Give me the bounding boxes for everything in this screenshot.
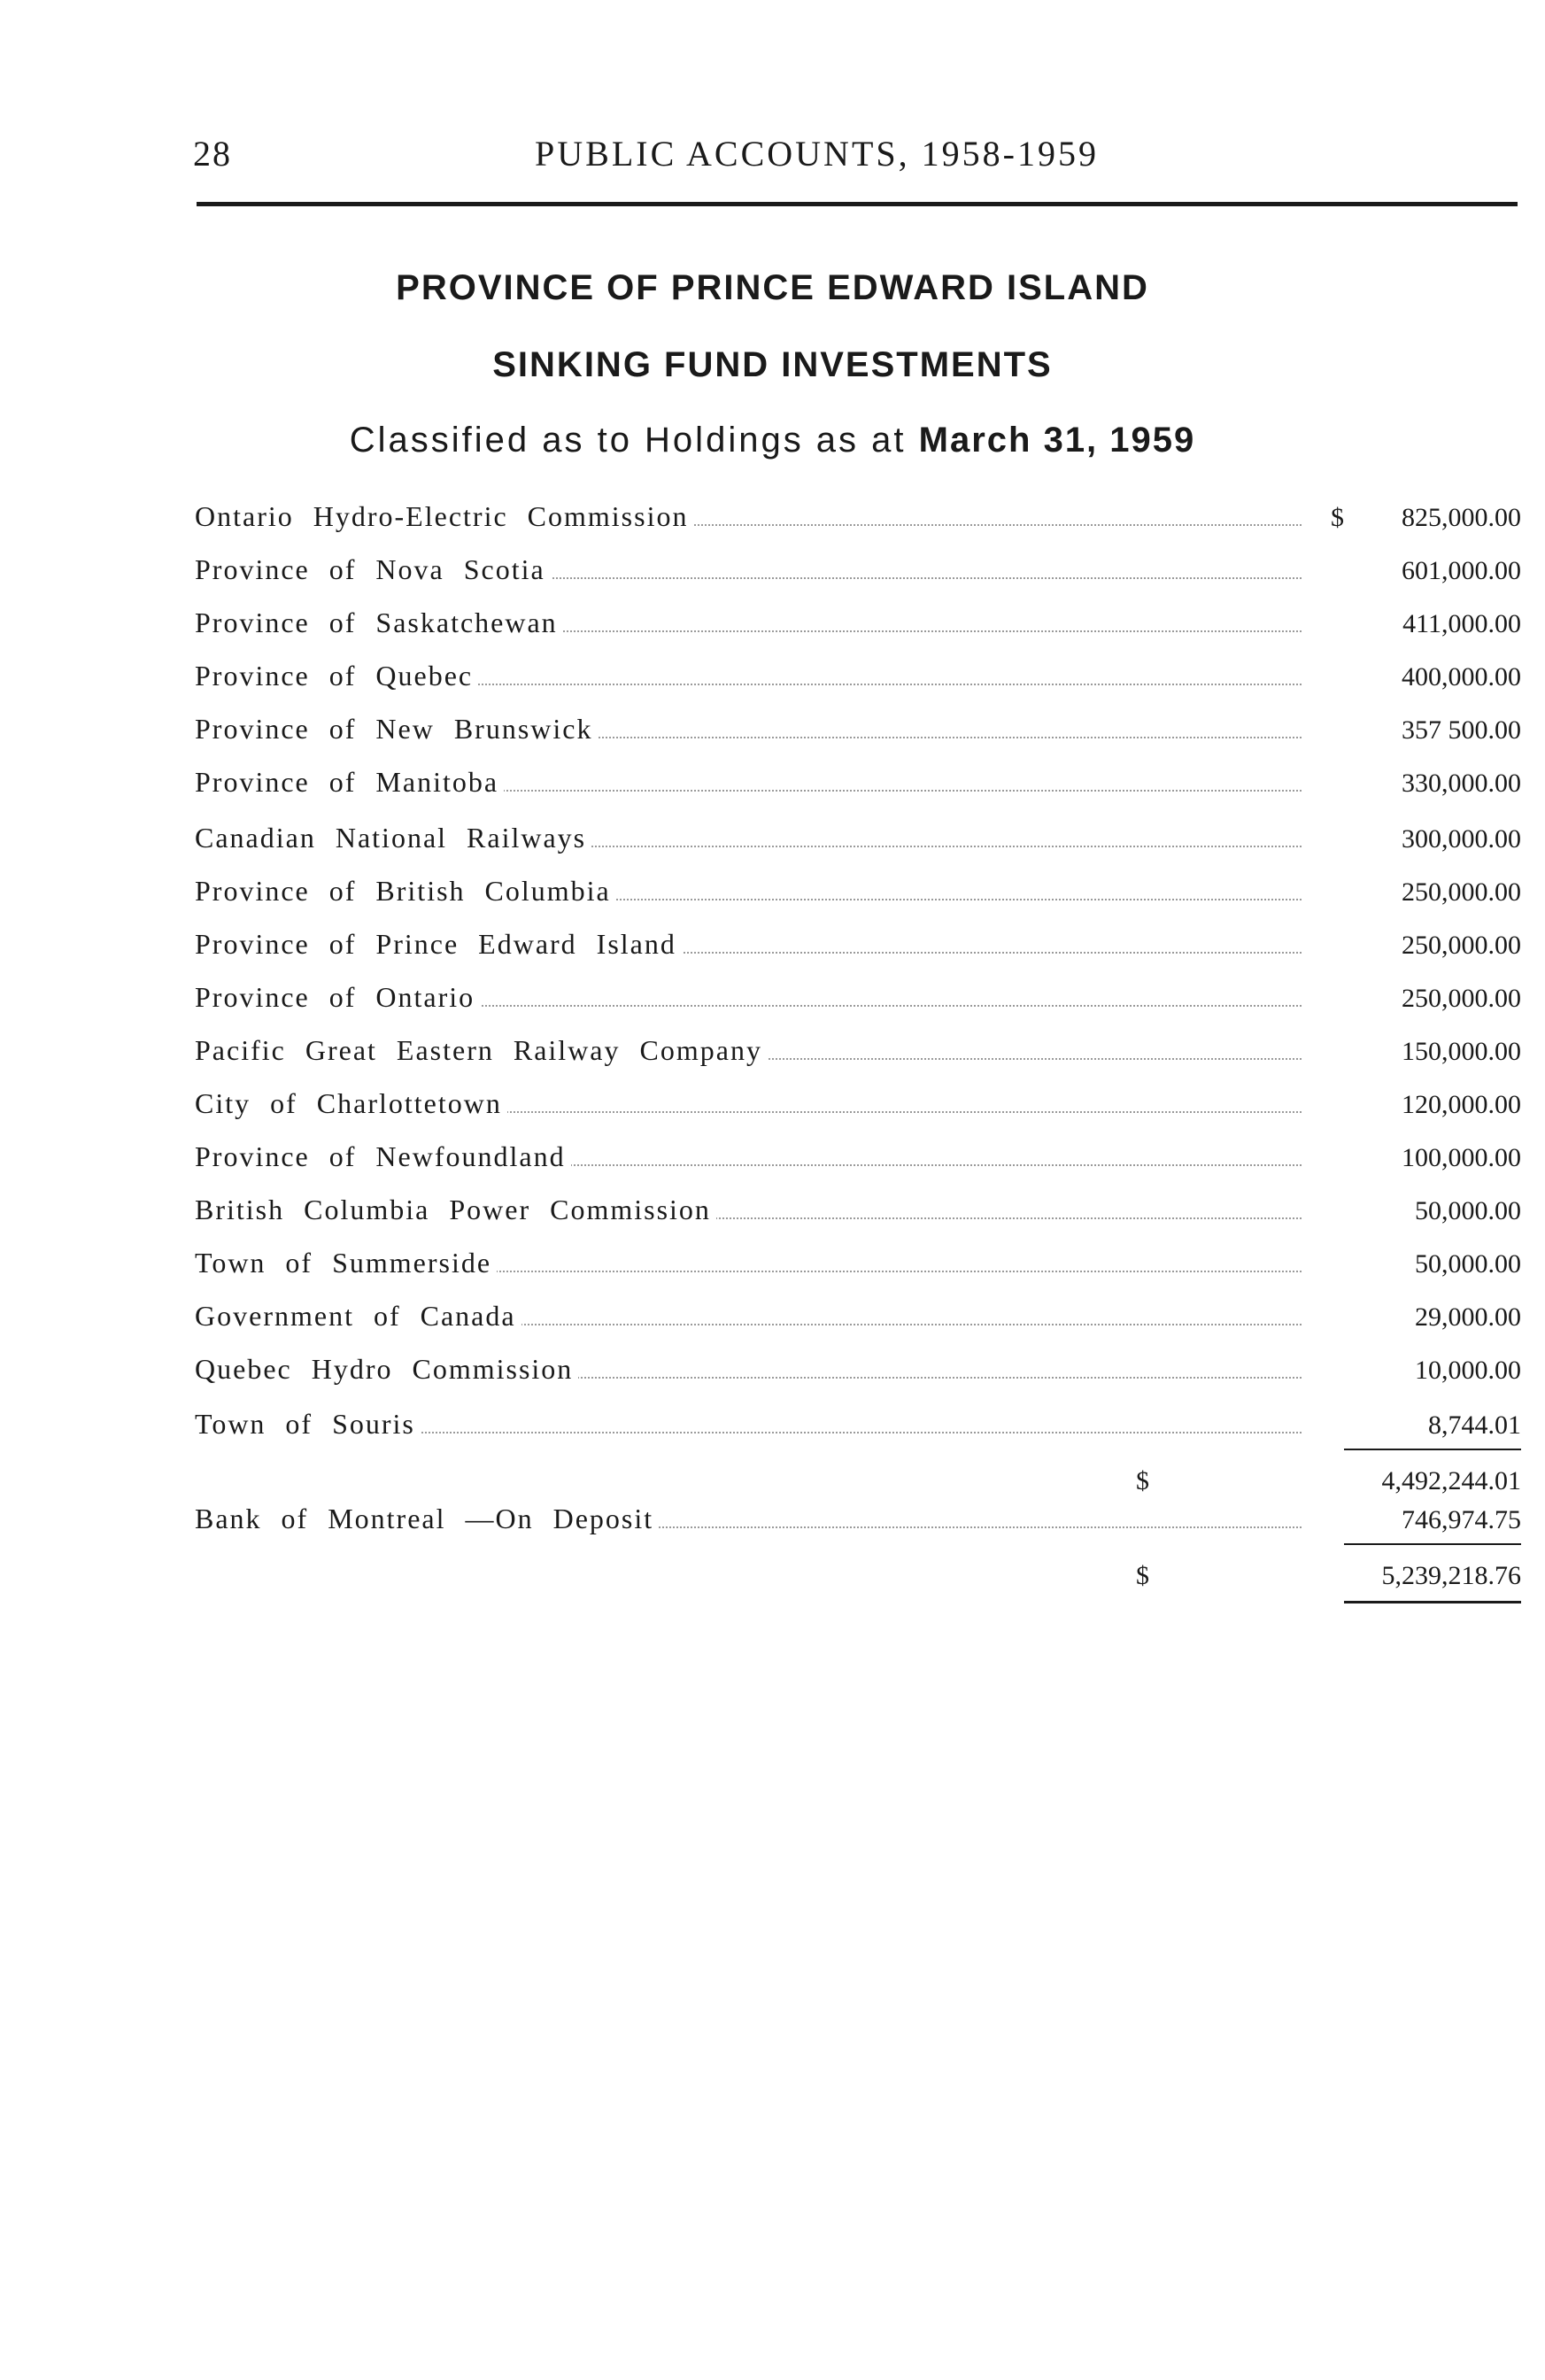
page-number: 28 (193, 134, 232, 174)
deposit-name: Bank of Montreal —On Deposit (195, 1503, 659, 1535)
holding-name: British Columbia Power Commission (195, 1194, 716, 1226)
holding-name: Ontario Hydro-Electric Commission (195, 500, 693, 533)
classification-prefix: Classified as to Holdings as at (349, 421, 919, 460)
holding-row (195, 1187, 1521, 1226)
holding-name: Province of Quebec (195, 660, 478, 692)
holding-amount: 357 500.00 (1402, 715, 1521, 745)
holding-name: Quebec Hydro Commission (195, 1353, 578, 1386)
holding-amount: 10,000.00 (1415, 1356, 1521, 1385)
holding-name: Province of Ontario (195, 981, 480, 1014)
subtotal-row (1136, 1459, 1521, 1496)
holding-row (195, 1347, 1521, 1386)
holding-amount: 120,000.00 (1402, 1090, 1521, 1119)
classification-date: March 31, 1959 (918, 421, 1196, 460)
holding-row (195, 922, 1521, 961)
holding-name: Province of New Brunswick (195, 713, 598, 746)
classification-line (0, 421, 1545, 460)
holding-amount: 825,000.00 (1402, 503, 1521, 532)
dollar-sign: $ (1331, 503, 1344, 532)
holding-row (195, 1294, 1521, 1333)
holding-row (195, 653, 1521, 692)
holding-amount: 411,000.00 (1402, 609, 1521, 638)
subtotal-rule (1344, 1449, 1521, 1450)
running-head: PUBLIC ACCOUNTS, 1958-1959 (535, 134, 1099, 174)
holding-row (195, 869, 1521, 908)
holding-name: Town of Summerside (195, 1247, 497, 1279)
holding-name: City of Charlottetown (195, 1087, 507, 1120)
holding-name: Pacific Great Eastern Railway Company (195, 1034, 768, 1067)
holding-row (195, 760, 1521, 799)
holding-row (195, 707, 1521, 746)
holding-row (195, 1402, 1521, 1441)
holding-row (195, 975, 1521, 1014)
holding-name: Province of Prince Edward Island (195, 928, 682, 961)
grand-total-row (1136, 1554, 1521, 1591)
holding-amount: 50,000.00 (1415, 1196, 1521, 1225)
grand-total-amount: 5,239,218.76 (1381, 1561, 1521, 1590)
holding-row (195, 1081, 1521, 1120)
deposit-row (195, 1496, 1521, 1535)
holding-amount: 100,000.00 (1402, 1143, 1521, 1172)
document-title: PROVINCE OF PRINCE EDWARD ISLAND (396, 268, 1149, 307)
holding-amount: 601,000.00 (1402, 556, 1521, 585)
holding-name: Canadian National Railways (195, 822, 591, 854)
holding-row (195, 815, 1521, 854)
holding-amount: 250,000.00 (1402, 931, 1521, 960)
dollar-sign: $ (1136, 1561, 1149, 1590)
holding-name: Government of Canada (195, 1300, 521, 1333)
holding-amount: 250,000.00 (1402, 984, 1521, 1013)
header-rule (197, 202, 1518, 206)
holding-amount: 150,000.00 (1402, 1037, 1521, 1066)
document-subtitle: SINKING FUND INVESTMENTS (492, 345, 1053, 384)
holding-row (195, 600, 1521, 639)
holding-amount: 8,744.01 (1428, 1410, 1521, 1440)
holding-name: Province of Manitoba (195, 766, 504, 799)
holding-name: Town of Souris (195, 1408, 421, 1441)
holding-name: Province of Saskatchewan (195, 607, 563, 639)
holding-amount: 50,000.00 (1415, 1249, 1521, 1279)
deposit-amount: 746,974.75 (1402, 1505, 1521, 1534)
holding-name: Province of British Columbia (195, 875, 616, 908)
dollar-sign: $ (1136, 1466, 1149, 1495)
holding-row (195, 494, 1521, 533)
holding-name: Province of Nova Scotia (195, 553, 551, 586)
holding-row (195, 1240, 1521, 1279)
holding-name: Province of Newfoundland (195, 1140, 571, 1173)
holding-amount: 330,000.00 (1402, 769, 1521, 798)
subtotal-amount: 4,492,244.01 (1381, 1466, 1521, 1495)
holding-amount: 300,000.00 (1402, 824, 1521, 854)
grand-total-double-rule (1344, 1601, 1521, 1603)
holding-row (195, 1028, 1521, 1067)
holding-amount: 250,000.00 (1402, 877, 1521, 907)
holding-row (195, 1134, 1521, 1173)
holding-row (195, 547, 1521, 586)
total-rule (1344, 1543, 1521, 1545)
holding-amount: 400,000.00 (1402, 662, 1521, 692)
holding-amount: 29,000.00 (1415, 1302, 1521, 1332)
